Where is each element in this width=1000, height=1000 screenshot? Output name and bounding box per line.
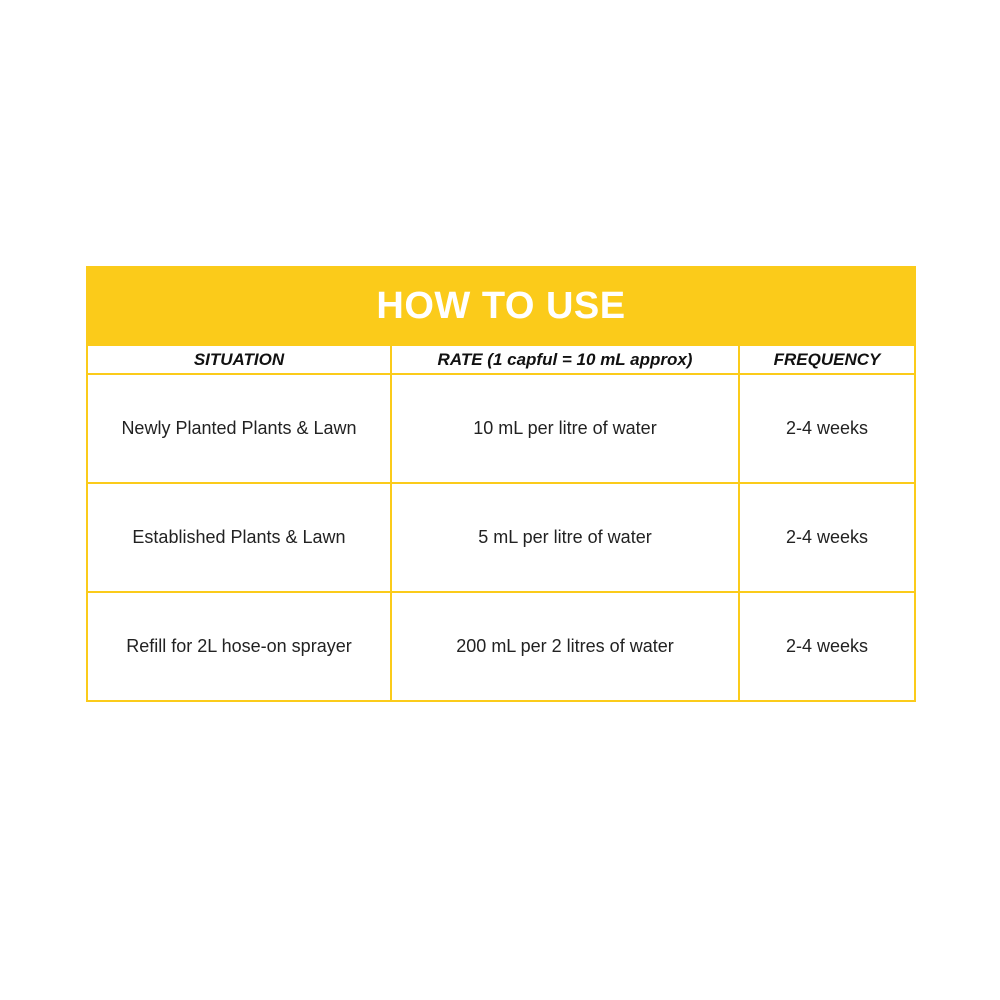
table-title: HOW TO USE	[87, 267, 915, 345]
column-header-situation: SITUATION	[87, 345, 391, 374]
frequency-cell: 2-4 weeks	[739, 374, 915, 483]
rate-cell: 200 mL per 2 litres of water	[391, 592, 739, 701]
table-row	[87, 483, 915, 592]
how-to-use-table	[86, 266, 916, 702]
rate-cell: 5 mL per litre of water	[391, 483, 739, 592]
column-header-frequency: FREQUENCY	[739, 345, 915, 374]
table-row	[87, 374, 915, 483]
column-header-rate: RATE (1 capful = 10 mL approx)	[391, 345, 739, 374]
table-row	[87, 592, 915, 701]
header-row	[87, 345, 915, 374]
title-row	[87, 267, 915, 345]
rate-cell: 10 mL per litre of water	[391, 374, 739, 483]
situation-cell: Refill for 2L hose-on sprayer	[87, 592, 391, 701]
frequency-cell: 2-4 weeks	[739, 483, 915, 592]
frequency-cell: 2-4 weeks	[739, 592, 915, 701]
situation-cell: Established Plants & Lawn	[87, 483, 391, 592]
situation-cell: Newly Planted Plants & Lawn	[87, 374, 391, 483]
